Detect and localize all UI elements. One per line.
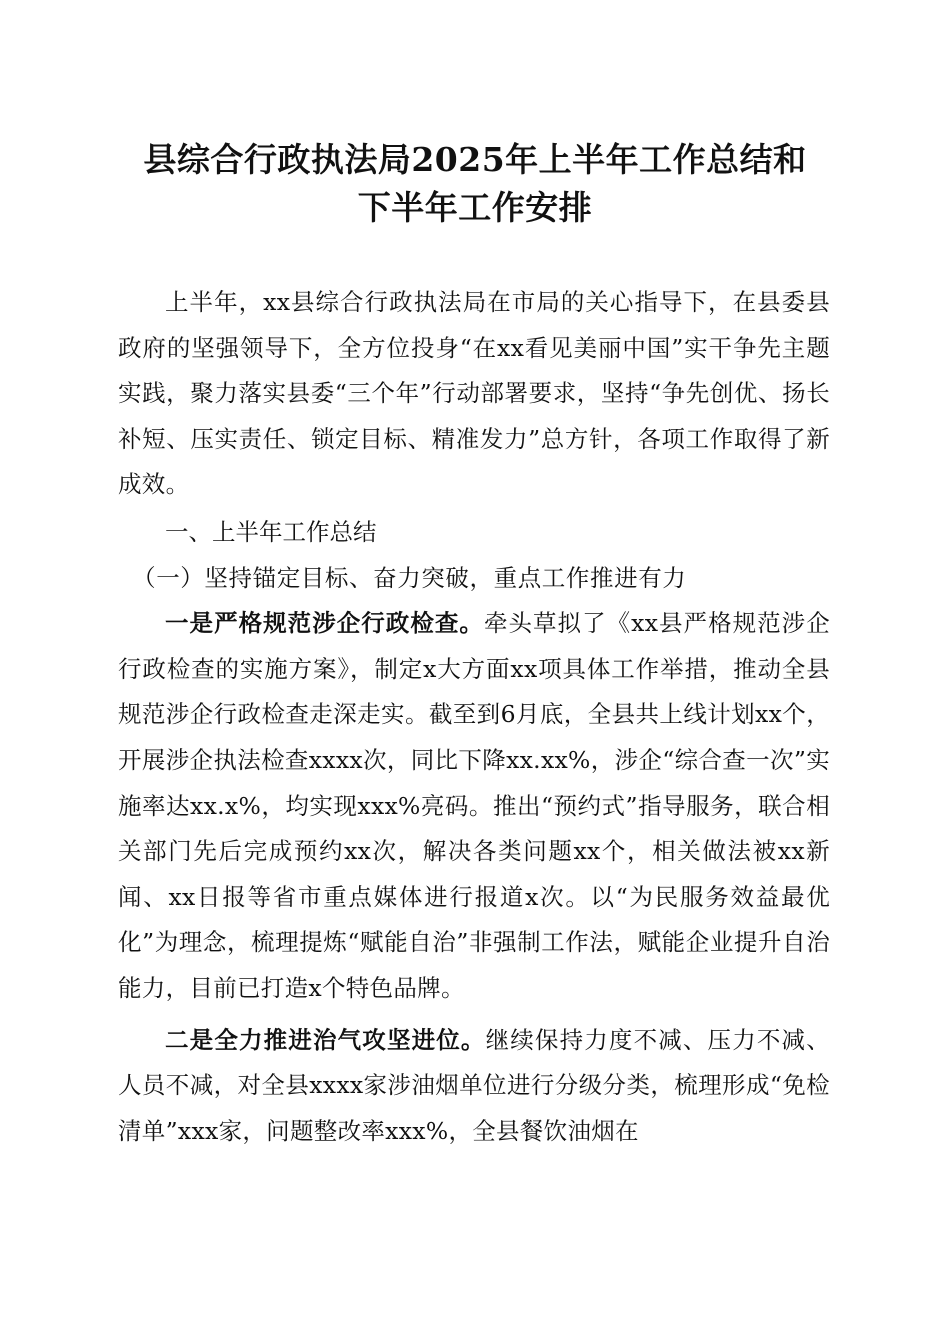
item-2-lead: 二是全力推进治气攻坚进位。: [165, 1025, 486, 1054]
section-heading-1: 一、上半年工作总结: [165, 517, 377, 546]
item-1-lead: 一是严格规范涉企行政检查。: [165, 609, 484, 638]
title-line-1: 县综合行政执法局2025年上半年工作总结和: [143, 140, 807, 179]
item-paragraph-2: [118, 1018, 830, 1155]
title-line-2: 下半年工作安排: [357, 188, 593, 227]
intro-paragraph: 上半年，xx县综合行政执法局在市局的关心指导下，在县委县政府的坚强领导下，全方位投身“在xx看见美丽中国”实干争先主题实践，聚力落实县委“三个年”行动部署要求，坚持“争先创优、扬长补短、压实责任、锁定目标、精准发力”总方针，各项工作取得了新成效。: [118, 288, 830, 499]
item-paragraph-1: [118, 601, 830, 1011]
subsection-heading-1: （一）坚持锚定目标、奋力突破，重点工作推进有力: [132, 563, 687, 592]
document-title: [60, 136, 890, 232]
item-1-body: 牵头草拟了《xx县严格规范涉企行政检查的实施方案》，制定x大方面xx项具体工作举措，推动全县规范涉企行政检查走深走实。截至到6月底，全县共上线计划xx个，开展涉企执法检查xxxx次，同比下降xx.xx%，涉企“综合查一次”实施率达xx.x%，均实现xxx%亮码。推出“预约式”指导服务，联合相关部门先后完成预约xx次，解决各类问题xx个，相关做法被xx新闻、xx日报等省市重点媒体进行报道x次。以“为民服务效益最优化”为理念，梳理提炼“赋能自治”非强制工作法，赋能企业提升自治能力，目前已打造x个特色品牌。: [118, 609, 830, 1002]
item-2-body: 继续保持力度不减、压力不减、人员不减，对全县xxxx家涉油烟单位进行分级分类，梳理形成“免检清单”xxx家，问题整改率xxx%，全县餐饮油烟在: [118, 1025, 831, 1145]
document-body: [118, 280, 830, 1154]
